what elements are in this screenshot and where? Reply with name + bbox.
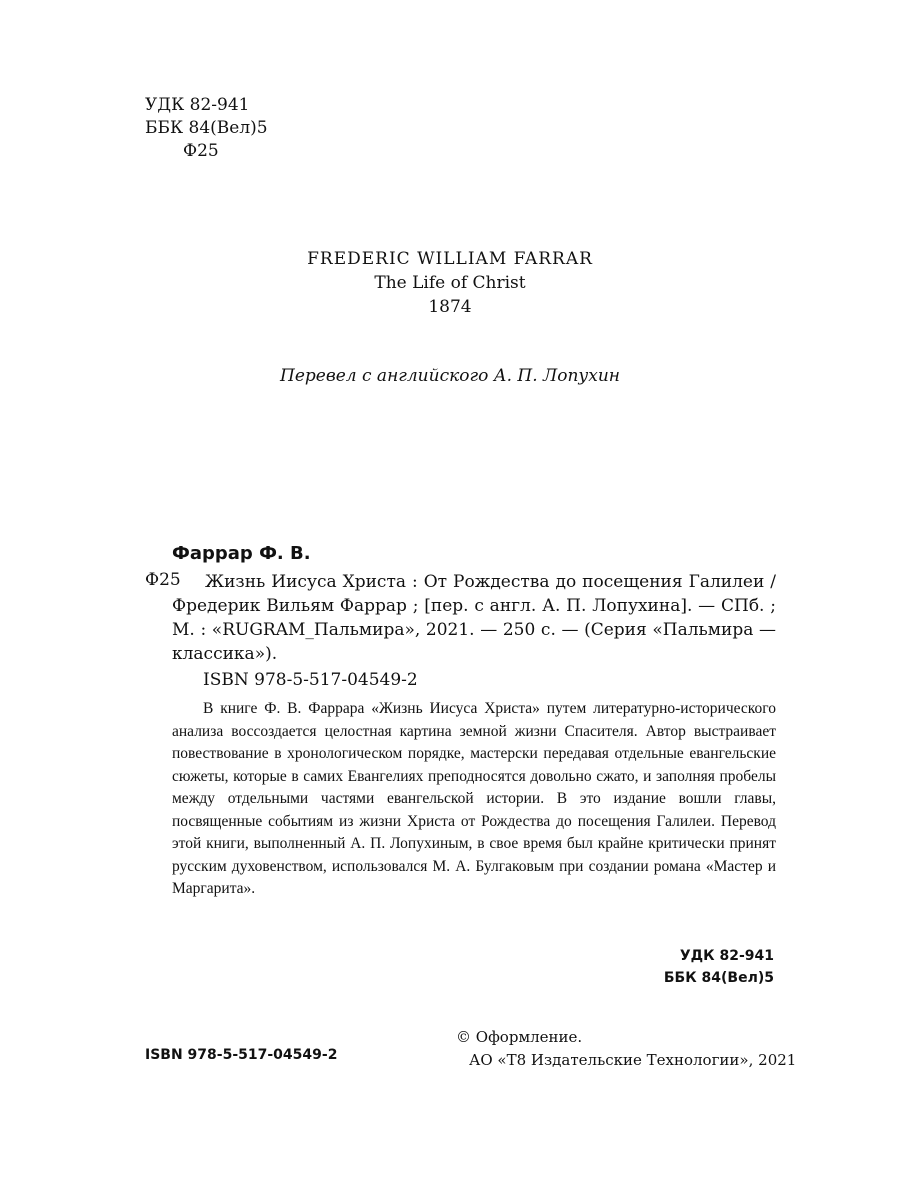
original-year: 1874 (428, 297, 472, 317)
original-title: The Life of Christ (374, 273, 526, 293)
original-edition (0, 247, 900, 319)
card-udk: УДК 82-941 (679, 948, 774, 964)
card-isbn: ISBN 978-5-517-04549-2 (203, 670, 418, 690)
original-author: FREDERIC WILLIAM FARRAR (307, 249, 593, 269)
bbk-code: ББК 84(Вел)5 (145, 118, 268, 138)
card-bbk: ББК 84(Вел)5 (663, 970, 774, 986)
author-sign: Ф25 (183, 141, 219, 161)
footer-isbn: ISBN 978-5-517-04549-2 (145, 1047, 338, 1063)
publisher-line: АО «Т8 Издательские Технологии», 2021 (469, 1051, 797, 1069)
card-author: Фаррар Ф. В. (172, 543, 311, 564)
card-classification (664, 945, 774, 989)
copyright-block (456, 1026, 796, 1072)
classification-block (145, 94, 268, 163)
translator-note: Перевел с английского А. П. Лопухин (280, 366, 620, 386)
copyright-line: © Оформление. (456, 1028, 583, 1046)
udk-code: УДК 82-941 (145, 95, 250, 115)
card-author-sign: Ф25 (145, 570, 181, 590)
annotation: В книге Ф. В. Фаррара «Жизнь Иисуса Христа» путем литературно-исторического анализа воссоздается целостная картина земной жизни Спасителя. Автор выстраивает повествование в хронологическом порядке, мастерски передавая отдельные евангельские сюжеты, которые в самих Евангелиях преподносятся довольно сжато, и заполняя пробелы между отдельными частями евангельской истории. В это издание вошли главы, посвященные событиям из жизни Христа от Рождества до посещения Галилеи. Перевод этой книги, выполненный А. П. Лопухиным, в свое время был крайне критически принят русским духовенством, использовался М. А. Булгаковым при создании романа «Мастер и Маргарита». (172, 700, 776, 897)
bibliographic-description: Жизнь Иисуса Христа : От Рождества до посещения Галилеи / Фредерик Вильям Фаррар ; [пер. с англ. А. П. Лопухина]. — СПб. ; М. : «RUGRAM_Пальмира», 2021. — 250 с. — (Серия «Пальмира — классика»). (172, 572, 776, 664)
